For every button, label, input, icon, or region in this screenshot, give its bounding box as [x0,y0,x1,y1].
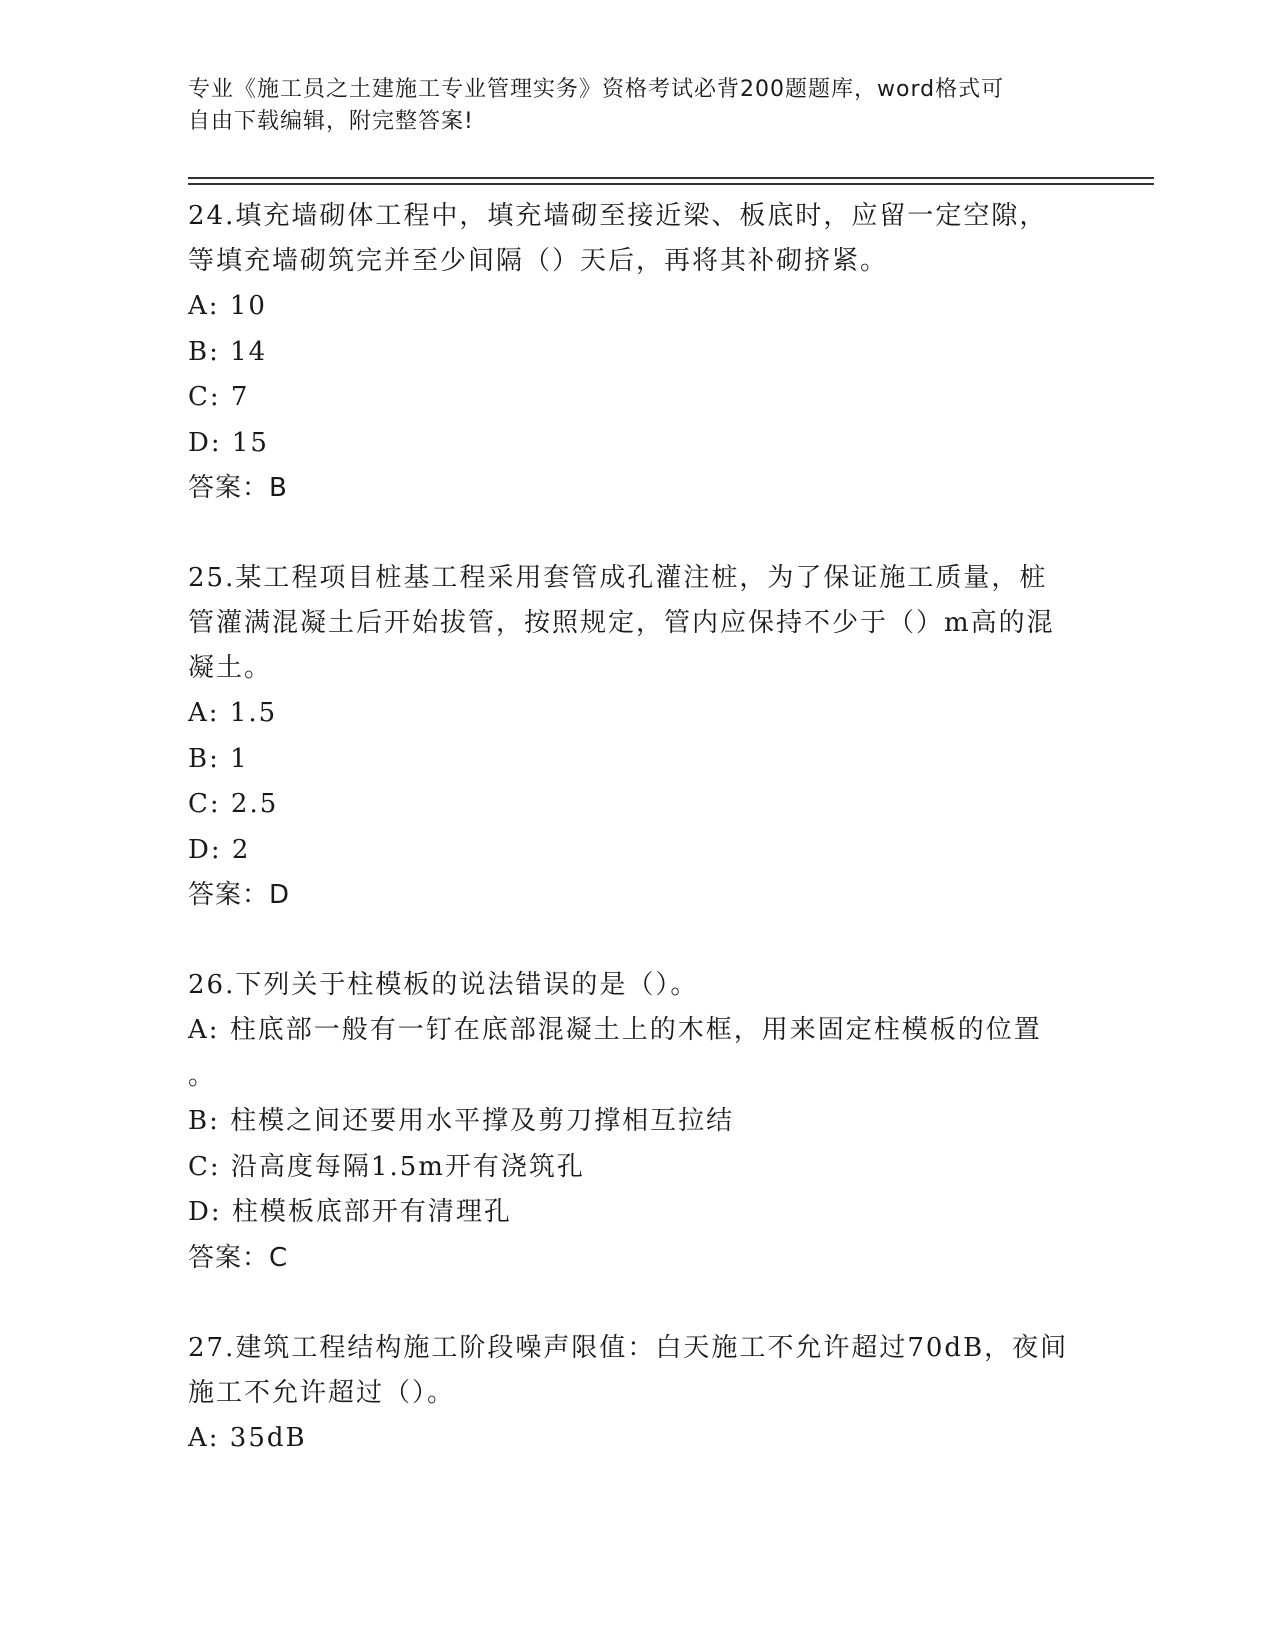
question-text-line: 等填充墙砌筑完并至少间隔（）天后，再将其补砌挤紧。 [188,246,889,276]
question-24 [188,194,1088,511]
question-text-line: 管灌满混凝土后开始拔管，按照规定，管内应保持不少于（）m高的混 [188,608,1055,638]
question-27 [188,1326,1088,1462]
answer-text: 答案：D [188,880,291,910]
header-line-2: 自由下载编辑，附完整答案! [188,109,474,134]
answer-text: 答案：C [188,1242,289,1273]
option-a: A: 柱底部一般有一钉在底部混凝土上的木框，用来固定柱模板的位置 [188,1015,1042,1045]
question-25 [188,556,1088,918]
option-b: B: 14 [188,336,268,367]
option-c: C: 2.5 [188,789,279,819]
spacer [188,918,1088,963]
option-c: C: 沿高度每隔1.5m开有浇筑孔 [188,1151,585,1182]
option-a: A: 10 [188,291,267,321]
option-a: A: 1.5 [188,698,278,728]
option-b: B: 1 [188,743,249,774]
question-text-line: 凝土。 [188,653,273,683]
question-text-line: 施工不允许超过（）。 [188,1377,456,1408]
option-d: D: 柱模板底部开有清理孔 [188,1197,512,1227]
option-a: A: 35dB [188,1422,307,1453]
header-divider-top [188,177,1154,179]
question-text-line: 25.某工程项目桩基工程采用套管成孔灌注桩，为了保证施工质量，桩 [188,563,1048,593]
question-text-line: 24.填充墙砌体工程中，填充墙砌至接近梁、板底时，应留一定空隙， [188,201,1048,231]
option-b: B: 柱模之间还要用水平撑及剪刀撑相互拉结 [188,1106,735,1136]
answer-text: 答案：B [188,473,288,503]
question-text-line: 27.建筑工程结构施工阶段噪声限值：白天施工不允许超过70dB，夜间 [188,1332,1069,1363]
option-a-continuation: 。 [188,1060,217,1091]
option-d: D: 15 [188,427,269,458]
question-text-line: 26.下列关于柱模板的说法错误的是（）。 [188,970,699,1000]
spacer [188,511,1088,556]
option-c: C: 7 [188,382,250,412]
question-list [188,194,1088,1461]
question-26 [188,963,1088,1281]
spacer [188,1281,1088,1326]
option-d: D: 2 [188,834,251,865]
header-line-1: 专业《施工员之土建施工专业管理实务》资格考试必背200题题库，word格式可 [188,77,1005,102]
header-divider-bottom [188,183,1154,185]
document-header [188,74,1088,138]
